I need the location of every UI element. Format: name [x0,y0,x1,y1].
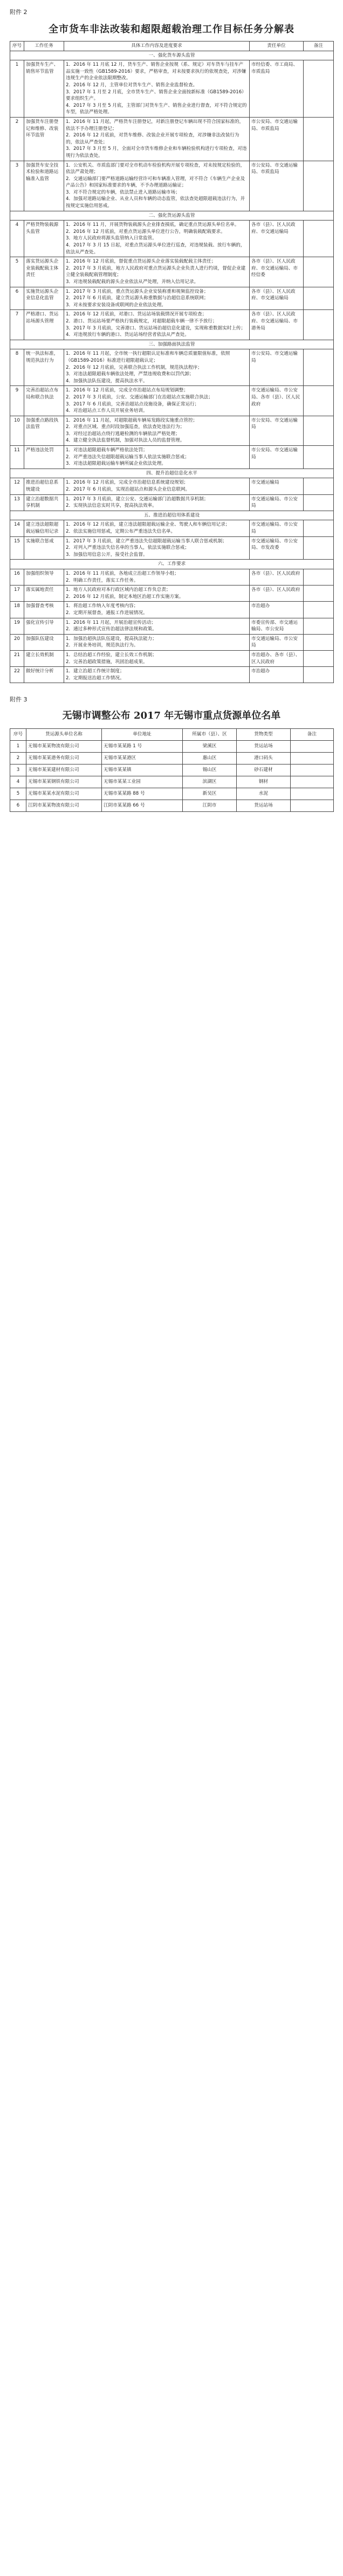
row-note [304,60,334,118]
row-content [64,618,250,634]
content-line: 1．将治超工作纳入年度考核内容； [66,603,139,609]
content-line: 2．依法实施信用惩戒，定期公布严重违法失信名单。 [66,529,176,534]
row-note [304,257,334,287]
table-row [10,161,334,211]
section-title: 四、提升治超信息化水平 [10,469,334,478]
table-row [10,446,334,469]
row-units: 各市（县）、区人民政府、市交通运输局、市港务局 [250,310,304,340]
content-line: 4．2017 年 3 月 15 日起，对重点货运源头单位进行巡查，对违规装载、放行车辆的，依法从严查处。 [66,243,245,255]
row-number: 4 [10,221,24,257]
table-row [10,618,334,634]
unit-cargo: 钢材 [237,776,291,788]
content-line: 2．对列入严重违法失信名单的当事人，依法实施联合惩戒； [66,545,189,551]
document-page [10,8,333,812]
row-units: 市公安局、市交通运输局 [250,349,304,386]
row-task: 落实属地责任 [24,586,64,602]
table-row [10,520,334,536]
table-row [10,536,334,560]
table-row [10,349,334,386]
content-line: 1．总结治超工作经验，建立长效工作机制； [66,652,157,658]
row-content [64,310,250,340]
row-task: 加强货车生产、销售环节监管 [24,60,64,118]
row-number: 12 [10,478,24,494]
content-line: 3．对不符合规定的车辆，依法禁止进入道路运输市场； [66,189,180,195]
section-row [10,340,334,349]
unit-note [291,800,334,812]
header-content: 具体工作内容及进度要求 [64,42,250,51]
row-content [64,586,250,602]
unit-note [291,764,334,776]
row-content [64,569,250,585]
unit-name: 江阴市某某物流有限公司 [26,800,102,812]
section-title: 五、推进治超信用体系建设 [10,511,334,520]
unit-address: 无锡市某某工业园 [102,776,183,788]
row-content [64,386,250,416]
unit-name: 无锡市某某钢铁有限公司 [26,776,102,788]
content-line: 1．2016 年 11 月起，开展治超宣传活动； [66,619,156,625]
content-line: 1．公安机关、市质监部门要对全市机动车检验机构开展专项检查，对未按规定检验的，依法严肃处理； [66,162,245,175]
table-row [10,257,334,287]
row-note [304,586,334,602]
row-task: 加强重点路段执法监管 [24,416,64,445]
row-task: 严格港口、货运站场源头管理 [24,310,64,340]
header-name: 货运源头单位名称 [26,729,102,741]
row-note [304,161,334,211]
row-content [64,257,250,287]
table-row [10,416,334,445]
content-line: 1．2016 年 12 月底前，完成全市治超站点布局规划调整； [66,388,188,394]
content-line: 1．2016 年 11 月起，对超限超载车辆易发路段实施重点管控； [66,417,198,423]
row-content [64,117,250,161]
content-line: 2．通过多种形式宣传治超法律法规和政策。 [66,626,157,632]
content-line: 4．对违规放行车辆的港口、货运站场经营者依法从严查处。 [66,332,189,338]
row-task: 加强组织领导 [24,569,64,585]
content-line: 2．2016 年 12 月底前，完善联合执法工作机制，规范执法程序； [66,364,202,370]
row-content [64,478,250,494]
row-content [64,520,250,536]
row-content [64,536,250,560]
row-note [304,117,334,161]
row-note [304,416,334,445]
unit-name: 无锡市某某水泥有限公司 [26,788,102,800]
row-number: 11 [10,446,24,469]
section-title: 六、工作要求 [10,560,334,569]
content-line: 2．实现执法信息实时共享，提高执法效率。 [66,503,157,509]
row-note [304,536,334,560]
content-line: 1．2016 年 11 月底前，各地成立治超工作领导小组； [66,570,179,576]
table-row [10,800,334,812]
content-line: 2．2017 年 3 月底前，公安、交通运输部门在治超站点实施联合执法； [66,394,214,400]
table-row [10,494,334,511]
row-note [304,602,334,618]
content-line: 3．对经过治超站点绕行逃避检测的车辆依法严格处理； [66,431,180,437]
row-task: 实施货运源头企业信息化监管 [24,287,64,310]
unit-cargo: 砂石建材 [237,764,291,776]
row-number: 3 [10,764,26,776]
unit-district: 锡山区 [183,764,237,776]
row-content [64,602,250,618]
unit-name: 无锡市某某物流有限公司 [26,741,102,753]
content-line: 3．对违规装载配载的源头企业依法从严处理，并纳入信用记录。 [66,279,199,285]
content-line: 2．2016 年 12 月底前，对货车维修、改装企业开展专项检查，对涉嫌非法改装行为的，依法从严查处； [66,133,239,145]
content-line: 3．2017 年 6 月底前，完善治超站点设施设备，确保正常运行； [66,401,200,407]
content-line: 1．2016 年 11 月起，全市统一执行超限认定标准和车辆总质量限值标准，依照（GB1589-2016）标准进行超限超载认定； [66,351,230,363]
unit-note [291,776,334,788]
unit-district: 新吴区 [183,788,237,800]
unit-district: 滨湖区 [183,776,237,788]
content-line: 4．建立健全执法监督机制，加强对执法人员的监督管理。 [66,438,185,444]
row-number: 5 [10,788,26,800]
row-number: 10 [10,416,24,445]
unit-district: 惠山区 [183,753,237,764]
task-table [10,41,334,683]
row-content [64,416,250,445]
content-line: 2．2016 年 12 月底前，制定本地区治超工作实施方案。 [66,594,184,600]
row-note [304,221,334,257]
header-units: 责任单位 [250,42,304,51]
section-title: 三、加强路面执法监管 [10,340,334,349]
content-line: 1．2016 年 11 月底 12 月，货车生产、销售企业按规（系、规定）对车货车与挂车产品实施一致性（GB1589-2016）要求，严格审查，对未按要求执行的依规查处，对涉嫌违规生产的企业依法限期整改。 [66,62,246,81]
content-line: 4．加强执法队伍建设，提高执法水平。 [66,378,148,384]
header-cargo: 货物类型 [237,729,291,741]
row-units: 各市（县）、区人民政府、市交通运输局、市经信委 [250,257,304,287]
table-row [10,221,334,257]
row-content [64,161,250,211]
content-line: 1．地方人民政府对本行政区域内治超工作负总责； [66,587,171,593]
row-task: 建立长效机制 [24,650,64,666]
unit-address: 无锡市某某港区 [102,753,183,764]
row-units: 市交通运输局 [250,478,304,494]
row-number: 3 [10,161,24,211]
table-row [10,788,334,800]
annex2-label: 附件 3 [10,696,28,704]
row-number: 14 [10,520,24,536]
content-line: 2．明确工作责任，落实工作任务。 [66,577,139,583]
table-row [10,287,334,310]
content-line: 2．2017 年 6 月底前，建立货运源头称重数据与治超信息系统联网； [66,295,209,301]
row-task: 建立违法超限超载运输信用记录 [24,520,64,536]
row-task: 严格违法处罚 [24,446,64,469]
table-row [10,386,334,416]
annex-label: 附件 2 [10,9,28,16]
row-units: 市交通运输局、市公安局、市发改委 [250,536,304,560]
row-number: 6 [10,800,26,812]
unit-address: 无锡市某某路 1 号 [102,741,183,753]
table-row [10,753,334,764]
content-line: 2．定期报送治超工作情况。 [66,675,125,681]
content-line: 1．建立治超工作统计制度； [66,669,125,674]
content-line: 3．对违法超限超载车辆依法处理，严禁违规收费和以罚代卸； [66,371,194,377]
row-units: 市交通运输局、市公安局、各市（县）、区人民政府 [250,386,304,416]
unit-cargo: 货运站场 [237,741,291,753]
row-note [304,634,334,650]
row-task: 加强货车安全技术检验和道路运输准入监管 [24,161,64,211]
content-line: 1．2016 年 12 月底前，督促重点货运源头企业落实装载配载主体责任； [66,259,216,265]
content-line: 4．加强对道路运输企业、从业人员和车辆的动态监管，依法查处超限超载违法行为，并按规定实施信用惩戒。 [66,196,245,209]
source-table-header [10,729,334,741]
unit-cargo: 货运站场 [237,800,291,812]
content-line: 1．2016 年 11 月起，严格货车注册登记，对新注册登记车辆出现不符合国家标准的，依法不予办理注册登记； [66,119,244,132]
section-row [10,469,334,478]
row-task: 实施联合惩戒 [24,536,64,560]
row-task: 加强货车注册登记和维修、改装环节监管 [24,117,64,161]
task-table-header [10,42,334,51]
row-number: 7 [10,310,24,340]
row-units: 市交通运输局、市公安局 [250,494,304,511]
row-number: 8 [10,349,24,386]
section-row [10,51,334,60]
unit-address: 无锡市某某镇 [102,764,183,776]
unit-cargo: 港口码头 [237,753,291,764]
content-line: 3．2017 年 1 月至 2 月底，全市货车生产、销售企业全面按新标准（GB1589-2016）要求组织生产。 [66,89,246,102]
content-line: 2．定期开展督查，通报工作进展情况。 [66,610,148,616]
row-number: 2 [10,117,24,161]
row-units: 市公安局、市交通运输局、市质监局 [250,161,304,211]
content-line: 1．2016 年 11 月，开展货物装载源头企业排查摸底，确定重点货运源头单位名单。 [66,222,239,228]
table-row [10,569,334,585]
row-note [304,650,334,666]
section-row [10,560,334,569]
content-line: 2．2017 年 3 月底前，地方人民政府对重点货运源头企业负责人进行约谈，督促企业建立健全装载配载管理制度； [66,265,246,278]
row-number: 22 [10,667,24,683]
row-units: 市治超办、各市（县）、区人民政府 [250,650,304,666]
row-number: 19 [10,618,24,634]
row-units: 市委宣传部、市交通运输局、市公安局 [250,618,304,634]
table-row [10,478,334,494]
header-note: 备注 [291,729,334,741]
content-line: 1．2016 年 12 月底前，对港口、货运站场装载情况开展专项检查； [66,312,207,318]
unit-cargo: 水泥 [237,788,291,800]
content-line: 3．2017 年 3 月至 5 月，全面对全市货车维修企业和车辆检验机构进行专项检查，对违规行为依法查处。 [66,146,247,159]
unit-name: 无锡市某某港务有限公司 [26,753,102,764]
content-line: 2．交通运输部门要严格道路运输经营许可和车辆准入管理，对不符合《车辆生产企业及产品公告》和国家标准要求的车辆，不予办理道路运输证； [66,176,245,189]
row-content [64,287,250,310]
row-note [304,494,334,511]
row-units: 市治超办 [250,667,304,683]
content-line: 2．港口、货运站场要严格执行装载规定，对超限超载车辆一律不予放行； [66,318,217,324]
row-units: 各市（县）、区人民政府 [250,569,304,585]
row-number: 6 [10,287,24,310]
content-line: 3．对未按要求安装设备或联网的企业依法处理。 [66,302,166,308]
row-number: 17 [10,586,24,602]
content-line: 3．2017 年 3 月底前，完善港口、货运站场治超信息化建设，实现称重数据实时上传； [66,325,246,331]
content-line: 2．2016 年 12 月，主管单位对货车生产、销售企业监督检查。 [66,82,198,88]
unit-address: 江阴市某某路 66 号 [102,800,183,812]
row-task: 推进治超信息系统建设 [24,478,64,494]
row-number: 18 [10,602,24,618]
content-line: 2．2017 年 6 月底前，实现治超站点和源头企业信息联网。 [66,487,190,493]
row-number: 9 [10,386,24,416]
row-units: 市交通运输局、市公安局 [250,634,304,650]
unit-note [291,788,334,800]
row-task: 加强队伍建设 [24,634,64,650]
annex2-title: 无锡市调整公布 2017 年无锡市重点货源单位名单 [62,710,281,722]
content-line: 4．2017 年 3 月至 5 月底，主管部门对货车生产、销售企业进行督查，对不符合规定的车型，依法严格处理。 [66,102,247,115]
content-line: 1．2017 年 3 月底前，建立严重违法失信超限超载运输当事人联合惩戒机制； [66,538,227,544]
row-units: 各市（县）、区人民政府、市交通运输局 [250,221,304,257]
row-number: 5 [10,257,24,287]
row-units: 各市（县）、区人民政府、市交通运输局 [250,287,304,310]
content-line: 2．2016 年 12 月底前，对重点货运源头单位进行公告，明确装载配载要求。 [66,229,225,235]
section-row [10,211,334,221]
unit-note [291,753,334,764]
table-row [10,741,334,753]
row-note [304,478,334,494]
table-row [10,634,334,650]
row-note [304,287,334,310]
row-note [304,446,334,469]
content-line: 3．地方人民政府将源头监管纳入日常监管。 [66,236,157,242]
header-task: 工作任务 [24,42,64,51]
row-number: 16 [10,569,24,585]
content-line: 4．对治超站点工作人员开展业务培训。 [66,408,148,414]
content-line: 1．2017 年 3 月底前，重点货运源头企业安装称重和视频监控设备； [66,288,209,294]
content-line: 2．对重点区域、重点时段加强巡查，依法查处违法行为； [66,424,185,430]
row-content [64,494,250,511]
header-note: 备注 [304,42,334,51]
table-row [10,764,334,776]
content-line: 3．对违法超限超载运输车辆所属企业依法处理。 [66,461,166,467]
row-note [304,667,334,683]
section-title: 一、强化货车源头监管 [10,51,334,60]
row-content [64,634,250,650]
content-line: 1．对违法超限超载车辆严格依法处罚； [66,447,148,453]
row-task: 强化宣传引导 [24,618,64,634]
header-no: 序号 [10,729,26,741]
table-row [10,60,334,118]
section-row [10,511,334,520]
content-line: 3．加强信用信息公开，接受社会监督。 [66,552,148,557]
table-row [10,602,334,618]
header-address: 单位地址 [102,729,183,741]
document-title: 全市货车非法改装和超限超载治理工作目标任务分解表 [49,24,294,35]
row-number: 1 [10,60,24,118]
row-note [304,349,334,386]
row-units: 各市（县）、区人民政府 [250,586,304,602]
content-line: 1．加强治超执法队伍建设，提高执法能力； [66,636,157,642]
row-units: 市公安局、市交通运输局 [250,446,304,469]
row-number: 13 [10,494,24,511]
content-line: 1．2016 年 12 月底前，建立违法超限超载运输企业、驾驶人和车辆信用记录； [66,522,230,528]
row-number: 20 [10,634,24,650]
row-number: 15 [10,536,24,560]
row-task: 统一执法标准，规范执法行为 [24,349,64,386]
unit-district: 梁溪区 [183,741,237,753]
row-units: 市公安局、市交通运输局 [250,416,304,445]
row-task: 严格货物装载源头监管 [24,221,64,257]
row-units: 市治超办 [250,602,304,618]
unit-name: 无锡市某某建材有限公司 [26,764,102,776]
row-content [64,60,250,118]
row-content [64,446,250,469]
header-district: 所属市（县）、区 [183,729,237,741]
row-note [304,310,334,340]
content-line: 1．2017 年 3 月底前，建立公安、交通运输部门治超数据共享机制； [66,496,209,502]
table-row [10,650,334,666]
row-content [64,650,250,666]
row-note [304,386,334,416]
table-row [10,586,334,602]
row-content [64,667,250,683]
row-note [304,520,334,536]
unit-address: 无锡市某某路 88 号 [102,788,183,800]
row-number: 2 [10,753,26,764]
row-number: 1 [10,741,26,753]
table-row [10,667,334,683]
row-task: 完善治超站点布局和联合执法 [24,386,64,416]
content-line: 1．2016 年 12 月底前，完成全市治超信息系统建设规划； [66,480,188,486]
source-unit-table [10,728,334,812]
content-line: 2．开展业务培训，规范执法行为。 [66,643,139,649]
row-units: 市交通运输局、市公安局 [250,520,304,536]
content-line: 2．完善治超政策措施，巩固治超成果。 [66,659,148,665]
header-no: 序号 [10,42,24,51]
row-task: 建立治超数据共享机制 [24,494,64,511]
row-units: 市公安局、市交通运输局、市质监局 [250,117,304,161]
row-note [304,618,334,634]
table-row [10,310,334,340]
table-row [10,776,334,788]
table-row [10,117,334,161]
row-note [304,569,334,585]
unit-note [291,741,334,753]
row-content [64,349,250,386]
row-units: 市经信委、市工商局、市质监局 [250,60,304,118]
row-task: 落实货运源头企业装载配载主体责任 [24,257,64,287]
row-task: 加强督查考核 [24,602,64,618]
row-number: 21 [10,650,24,666]
content-line: 2．对严重违法失信超限超载运输当事人依法实施联合惩戒； [66,454,189,460]
row-content [64,221,250,257]
row-task: 做好统计分析 [24,667,64,683]
row-number: 4 [10,776,26,788]
section-title: 二、强化货运源头监管 [10,211,334,221]
unit-district: 江阴市 [183,800,237,812]
